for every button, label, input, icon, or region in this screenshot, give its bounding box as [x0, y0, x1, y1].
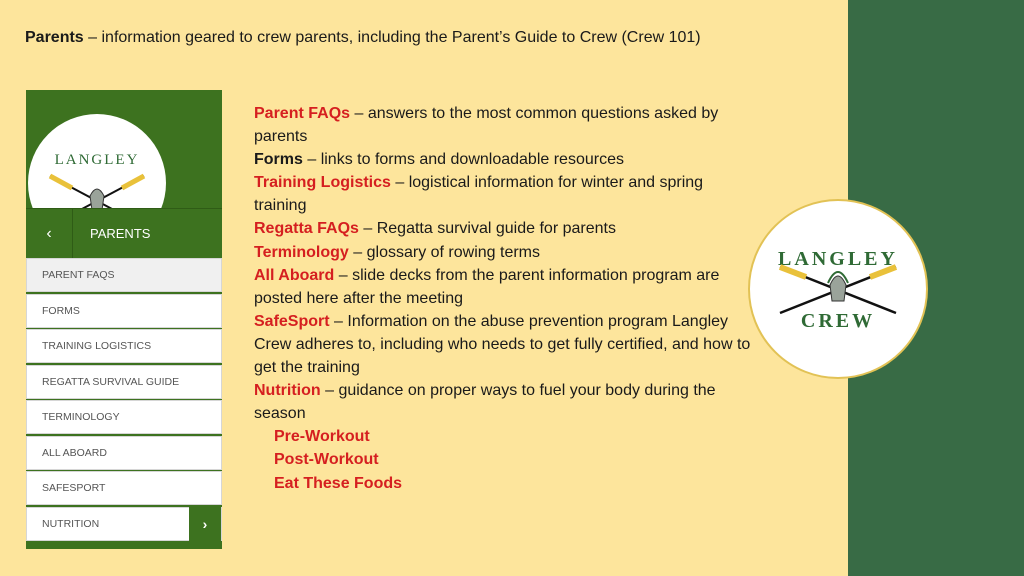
content-item-desc: – Information on the abuse prevention program Langley Crew adheres to, including who needs to get fully certified, and how to get the training	[254, 312, 751, 377]
content-item	[254, 217, 754, 240]
header-title: Parents	[25, 29, 84, 46]
link-terminology[interactable]: Terminology	[254, 243, 349, 261]
logo-large-text-line1: LANGLEY	[778, 248, 898, 270]
sub-item	[254, 425, 754, 448]
content-item	[254, 102, 754, 148]
forms-label: Forms	[254, 151, 303, 169]
nav-item-terminology[interactable]: TERMINOLOGY	[26, 400, 222, 434]
nav-item-safesport[interactable]: SAFESPORT	[26, 471, 222, 505]
langley-crew-logo-icon	[28, 114, 166, 208]
logo-text-line1: LANGLEY	[54, 152, 140, 168]
content-list	[254, 102, 754, 495]
link-regatta-faqs[interactable]: Regatta FAQs	[254, 220, 359, 238]
content-item-desc: – glossary of rowing terms	[348, 243, 541, 261]
link-pre-workout[interactable]: Pre-Workout	[274, 428, 370, 446]
content-item-desc: – links to forms and downloadable resources	[302, 151, 624, 169]
header-subtitle: – information geared to crew parents, including the Parent’s Guide to Crew (Crew 101)	[83, 29, 701, 46]
link-eat-these-foods[interactable]: Eat These Foods	[274, 474, 403, 492]
nav-item-all-aboard[interactable]: ALL ABOARD	[26, 436, 222, 470]
logo-large-text-line2: CREW	[800, 310, 876, 332]
link-training-logistics[interactable]: Training Logistics	[254, 174, 391, 192]
content-item	[254, 264, 754, 310]
link-safesport[interactable]: SafeSport	[254, 312, 330, 330]
content-item-desc: – logistical information for winter and spring training	[254, 174, 704, 215]
nav-panel	[26, 90, 222, 549]
nav-logo-area	[26, 90, 222, 208]
nav-item-forms[interactable]: FORMS	[26, 294, 222, 328]
chevron-right-icon[interactable]: ›	[189, 507, 221, 541]
link-all-aboard[interactable]: All Aboard	[254, 266, 335, 284]
link-post-workout[interactable]: Post-Workout	[274, 451, 379, 469]
nav-item-training-logistics[interactable]: TRAINING LOGISTICS	[26, 329, 222, 363]
page-header	[25, 29, 701, 47]
nav-list	[26, 258, 222, 542]
nav-logo	[28, 114, 166, 208]
content-item-desc: – slide decks from the parent information program are posted here after the meeting	[254, 266, 720, 307]
content-item	[254, 310, 754, 379]
nav-header	[26, 208, 222, 258]
link-parent-faqs[interactable]: Parent FAQs	[254, 105, 351, 122]
content-item	[254, 148, 754, 171]
content-item	[254, 241, 754, 264]
nav-item-nutrition[interactable]	[26, 507, 222, 541]
right-logo	[748, 199, 928, 379]
sub-item	[254, 472, 754, 495]
sub-item	[254, 448, 754, 471]
link-nutrition[interactable]: Nutrition	[254, 382, 321, 400]
nav-item-parent-faqs[interactable]: PARENT FAQS	[26, 258, 222, 292]
content-item-desc: – answers to the most common questions asked by parents	[254, 105, 719, 146]
nav-item-regatta-survival-guide[interactable]: REGATTA SURVIVAL GUIDE	[26, 365, 222, 399]
content-item-desc: – guidance on proper ways to fuel your body during the season	[254, 382, 716, 423]
langley-crew-logo-large-icon	[750, 201, 926, 377]
nav-back-button[interactable]	[26, 209, 73, 258]
chevron-left-icon: ‹	[46, 224, 52, 242]
content-item	[254, 171, 754, 217]
content-item-desc: – Regatta survival guide for parents	[358, 220, 616, 238]
nav-item-nutrition-label: NUTRITION	[42, 517, 100, 530]
nav-title: PARENTS	[90, 226, 151, 241]
content-item	[254, 379, 754, 425]
